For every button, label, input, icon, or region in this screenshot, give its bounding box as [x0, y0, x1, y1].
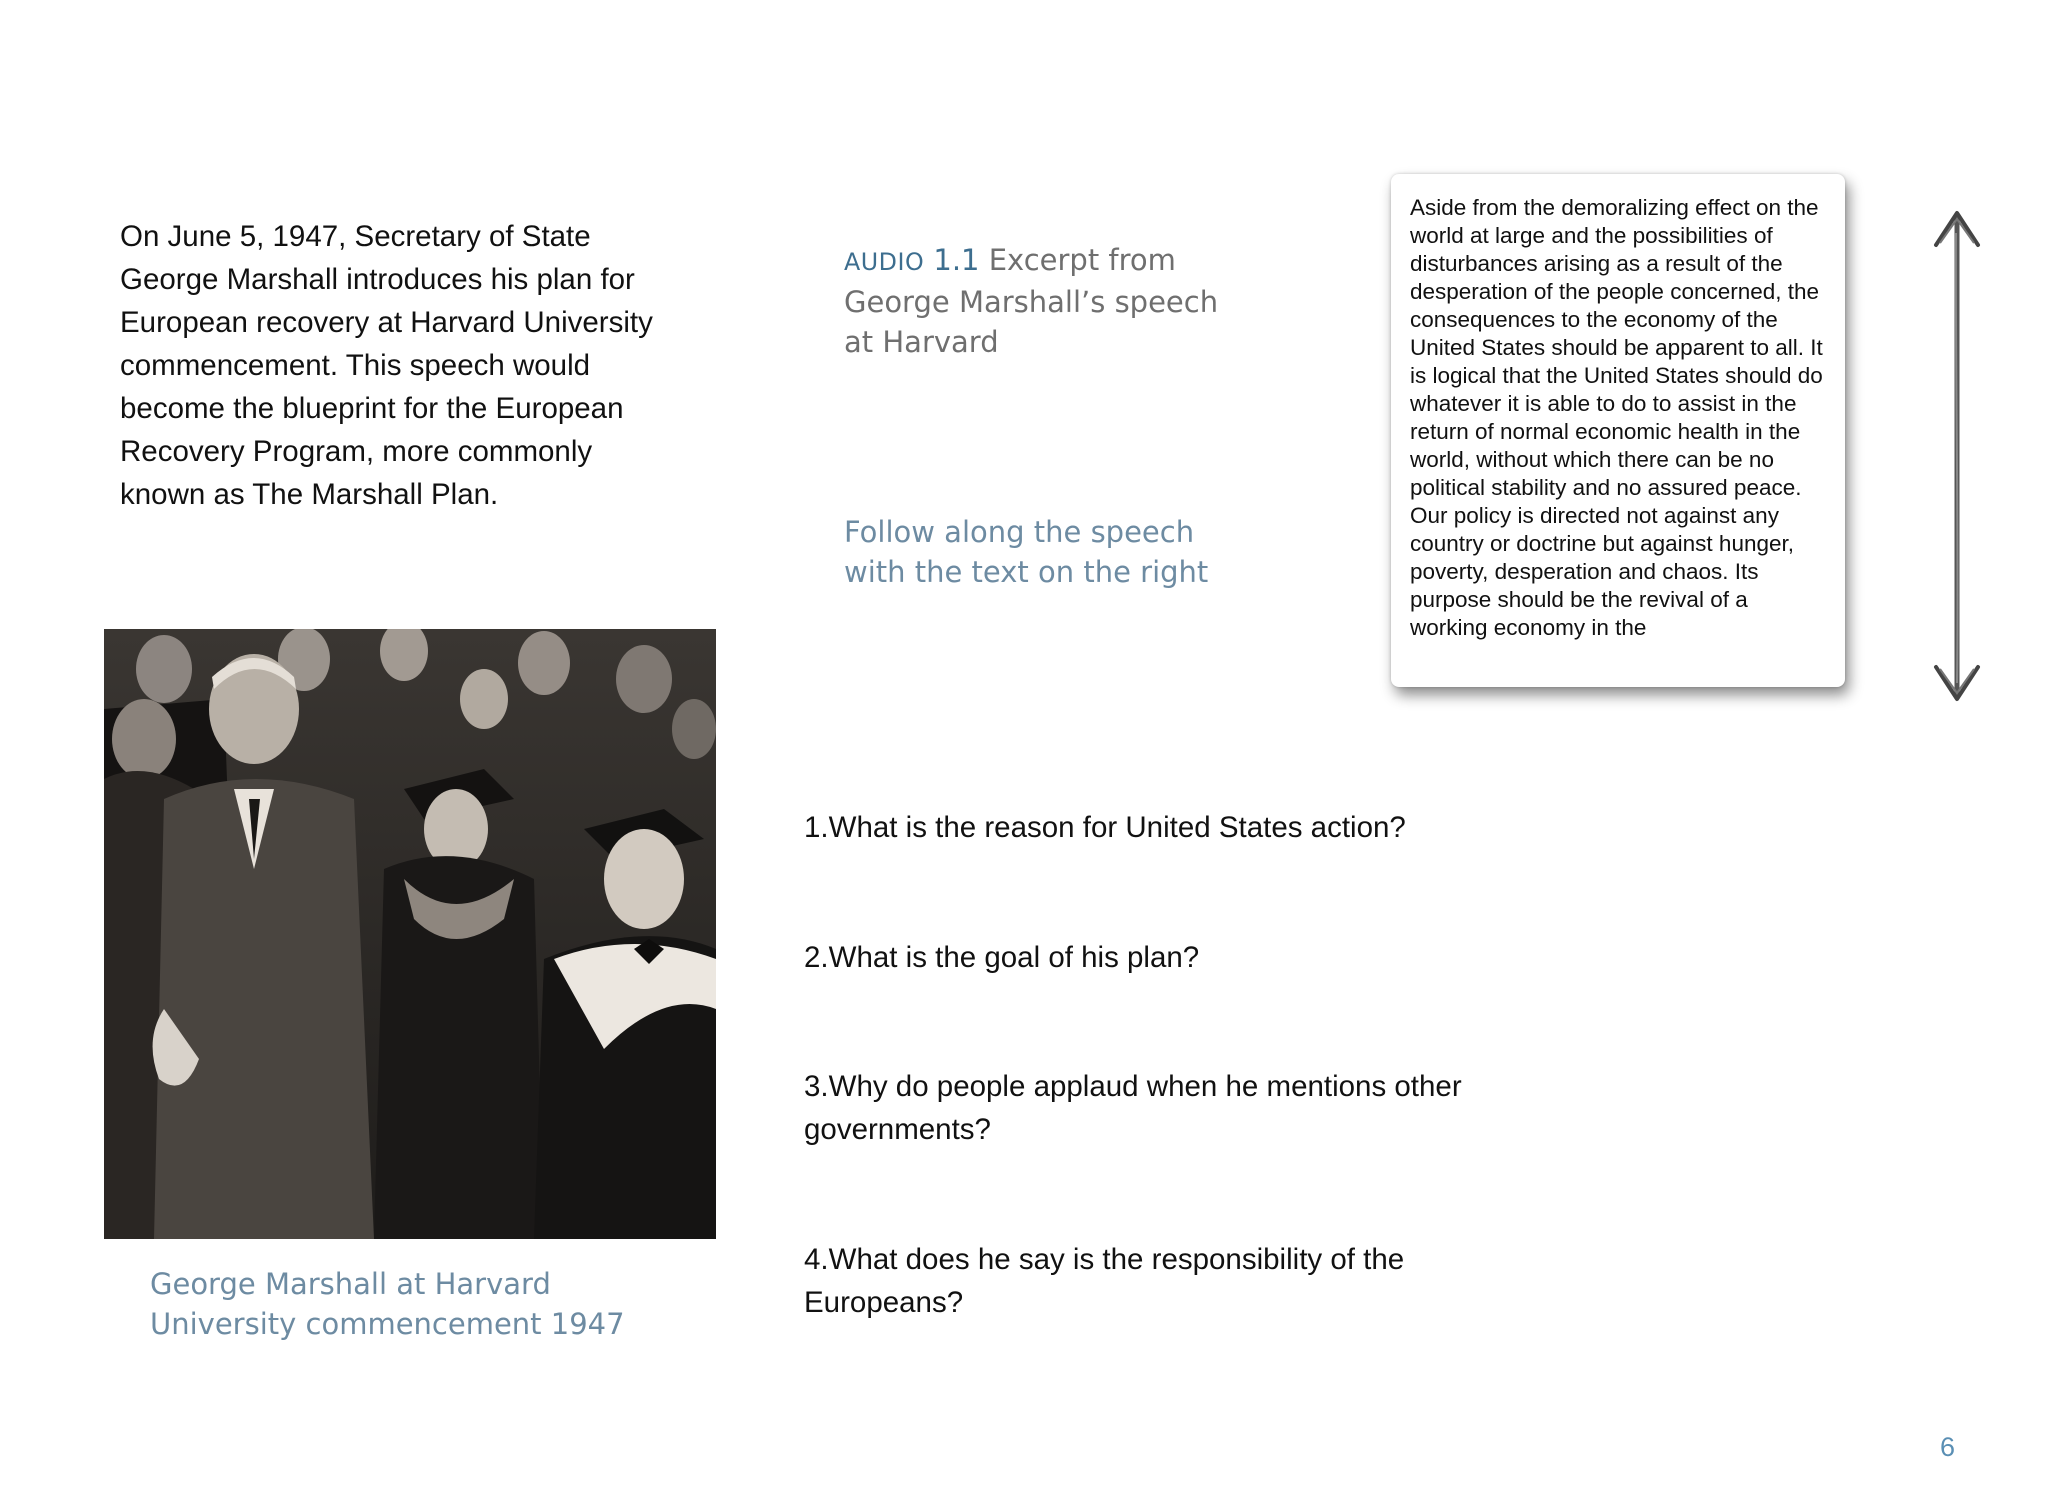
page-number: 6	[1940, 1432, 1956, 1462]
audio-caption[interactable]	[844, 240, 1244, 362]
follow-along-caption: Follow along the speech with the text on the right	[844, 515, 1209, 589]
question-2: 2.What is the goal of his plan?	[804, 941, 1200, 974]
speech-text-scroll-box[interactable]	[1391, 174, 1845, 687]
question-4: 4.What does he say is the responsibility of the Europeans?	[804, 1243, 1405, 1319]
double-headed-vertical-arrow-icon	[1932, 205, 1982, 705]
marshall-harvard-photo	[104, 629, 716, 1239]
audio-title: Excerpt from George Marshall’s speech at Harvard	[844, 243, 1219, 359]
photo-caption: George Marshall at Harvard University commencement 1947	[150, 1267, 625, 1341]
intro-paragraph: On June 5, 1947, Secretary of State George Marshall introduces his plan for European recovery at Harvard University commencement. This speech would become the blueprint for the European Recovery Program, more commonly known as The Marshall Plan.	[120, 220, 653, 511]
speech-excerpt: Aside from the demoralizing effect on the world at large and the possibilities of disturbances arising as a result of the desperation of the people concerned, the consequences to the economy of the United States should be apparent to all. It is logical that the United States should do whatever it is able to do to assist in the return of normal economic health in the world, without which there can be no political stability and no assured peace. Our policy is directed not against any country or doctrine but against hunger, poverty, desperation and chaos. Its purpose should be the revival of a working economy in the	[1410, 195, 1823, 640]
audio-label-word: AUDIO	[844, 248, 925, 276]
audio-label-number: 1.1	[933, 243, 980, 277]
question-1: 1.What is the reason for United States action?	[804, 811, 1406, 844]
question-3: 3.Why do people applaud when he mentions other governments?	[804, 1070, 1462, 1146]
photo-illustration	[104, 629, 716, 1239]
audio-label	[844, 243, 980, 277]
